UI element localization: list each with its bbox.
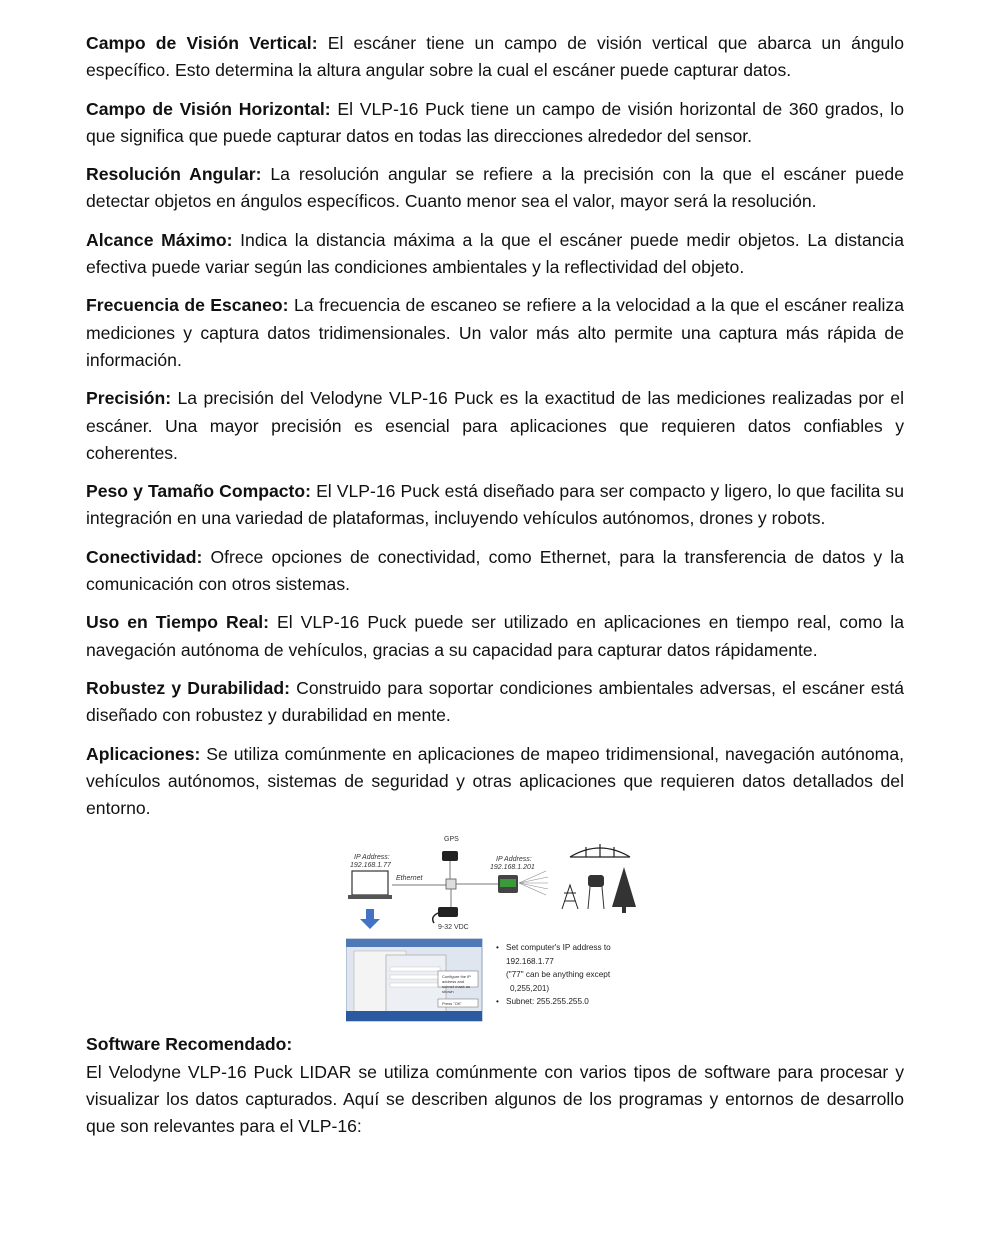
paragraph-robustness <box>86 675 904 730</box>
paragraph-text: Construido para soportar condiciones ambientales adversas, el escáner está diseñado con robustez y durabilidad en mente. <box>86 677 904 726</box>
paragraph-applications <box>86 741 904 823</box>
paragraph-software: El Velodyne VLP-16 Puck LIDAR se utiliza comúnmente con varios tipos de software para procesar y visualizar los datos capturados. Aquí se describen algunos de los programas y entornos de desarrollo que son relevantes para el VLP-16: <box>86 1061 904 1137</box>
paragraph-text: El VLP-16 Puck puede ser utilizado en aplicaciones en tiempo real, como la navegación autónoma de vehículos, gracias a su capacidad para capturar datos rápidamente. <box>86 612 904 660</box>
ip-left-label: IP Address: <box>354 854 390 862</box>
gps-receiver-icon <box>442 851 458 879</box>
paragraph-text: La precisión del Velodyne VLP-16 Puck es la exactitud de las mediciones realizadas por el escáner. Una mayor precisión es esencial para aplicaciones que requieren datos confiables y coherentes. <box>86 388 904 463</box>
paragraph-real-time <box>86 609 904 664</box>
bullet-item: • Set computer's IP address to <box>496 941 646 955</box>
laser-beams-icon <box>519 871 548 895</box>
ip-left-value: 192.168.1.77 <box>350 862 391 870</box>
document-page <box>86 30 904 1141</box>
interface-box-icon <box>446 879 456 889</box>
term-label: Peso y Tamaño Compacto: <box>86 481 312 502</box>
paragraph-text: Se utiliza comúnmente en aplicaciones de mapeo tridimensional, navegación autónoma, vehículos autónomos, sistemas de seguridad y otras aplicaciones que requieren datos detallados del entorno. <box>86 743 904 819</box>
term-label: Uso en Tiempo Real: <box>86 612 270 633</box>
power-tower-icon <box>562 885 578 909</box>
paragraph-precision <box>86 385 904 467</box>
callout-configure-ip: Configure the IP address and subnet mask as shown <box>442 974 471 995</box>
ip-right-label: IP Address: <box>496 856 532 864</box>
bullet-sub-note2: 0,255,201) <box>510 983 550 993</box>
term-label: Resolución Angular: <box>86 164 262 185</box>
bridge-icon <box>570 844 630 857</box>
paragraph-max-range <box>86 227 904 282</box>
paragraph-angular-resolution <box>86 161 904 216</box>
power-adapter-icon <box>433 889 458 923</box>
tree-icon <box>612 867 636 913</box>
down-arrow-icon <box>360 909 380 929</box>
water-tower-icon <box>588 875 604 909</box>
term-label: Conectividad: <box>86 546 203 567</box>
section-title-software: Software Recomendado: <box>86 1034 293 1055</box>
paragraph-text: El VLP-16 Puck está diseñado para ser compacto y ligero, lo que facilita su integración en una variedad de plataformas, incluyendo vehículos autónomos, drones y robots. <box>86 481 904 529</box>
term-label: Alcance Máximo: <box>86 229 233 250</box>
term-label: Aplicaciones: <box>86 743 201 764</box>
paragraph-text: Ofrece opciones de conectividad, como Ethernet, para la transferencia de datos y la comunicación con otros sistemas. <box>86 546 904 595</box>
paragraph-connectivity <box>86 544 904 599</box>
term-label: Frecuencia de Escaneo: <box>86 295 289 316</box>
power-label: 9-32 VDC <box>438 924 469 932</box>
callout-press-ok: Press "OK" <box>442 1001 462 1007</box>
ip-config-bullets <box>496 941 646 1009</box>
lidar-sensor-icon <box>498 875 518 893</box>
paragraph-horizontal-fov <box>86 96 904 151</box>
paragraph-text: La frecuencia de escaneo se refiere a la velocidad a la que el escáner realiza mediciones y captura datos tridimensionales. Un valor más alto permite una captura más rápida de información. <box>86 295 904 370</box>
bullet-item: • Subnet: 255.255.255.0 <box>496 995 646 1009</box>
paragraph-text: El escáner tiene un campo de visión vertical que abarca un ángulo específico. Esto determina la altura angular sobre la cual el escáner puede capturar datos. <box>86 33 904 81</box>
bullet-sub-note: ("77" can be anything except <box>506 970 611 980</box>
term-label: Campo de Visión Horizontal: <box>86 98 331 119</box>
term-label: Precisión: <box>86 388 172 409</box>
ip-right-value: 192.168.1.201 <box>490 864 535 872</box>
ethernet-label: Ethernet <box>396 875 423 883</box>
paragraph-text: La resolución angular se refiere a la precisión con la que el escáner puede detectar objetos en ángulos específicos. Cuanto menor sea el valor, mayor será la resolución. <box>86 164 904 212</box>
term-label: Campo de Visión Vertical: <box>86 33 318 53</box>
paragraph-text: El VLP-16 Puck tiene un campo de visión horizontal de 360 grados, lo que significa que puede capturar datos en todas las direcciones alrededor del sensor. <box>86 98 904 146</box>
gps-label: GPS <box>444 836 459 844</box>
paragraph-text: Indica la distancia máxima a la que el escáner puede medir objetos. La distancia efectiva puede variar según las condiciones ambientales y la reflectividad del objeto. <box>86 229 904 278</box>
network-setup-figure <box>346 833 646 1023</box>
paragraph-scan-frequency <box>86 292 904 374</box>
laptop-icon <box>348 871 392 899</box>
paragraph-weight-size <box>86 478 904 533</box>
paragraph-vertical-fov <box>86 30 904 85</box>
term-label: Robustez y Durabilidad: <box>86 677 290 698</box>
bullet-sub-value: 192.168.1.77 <box>506 956 554 966</box>
